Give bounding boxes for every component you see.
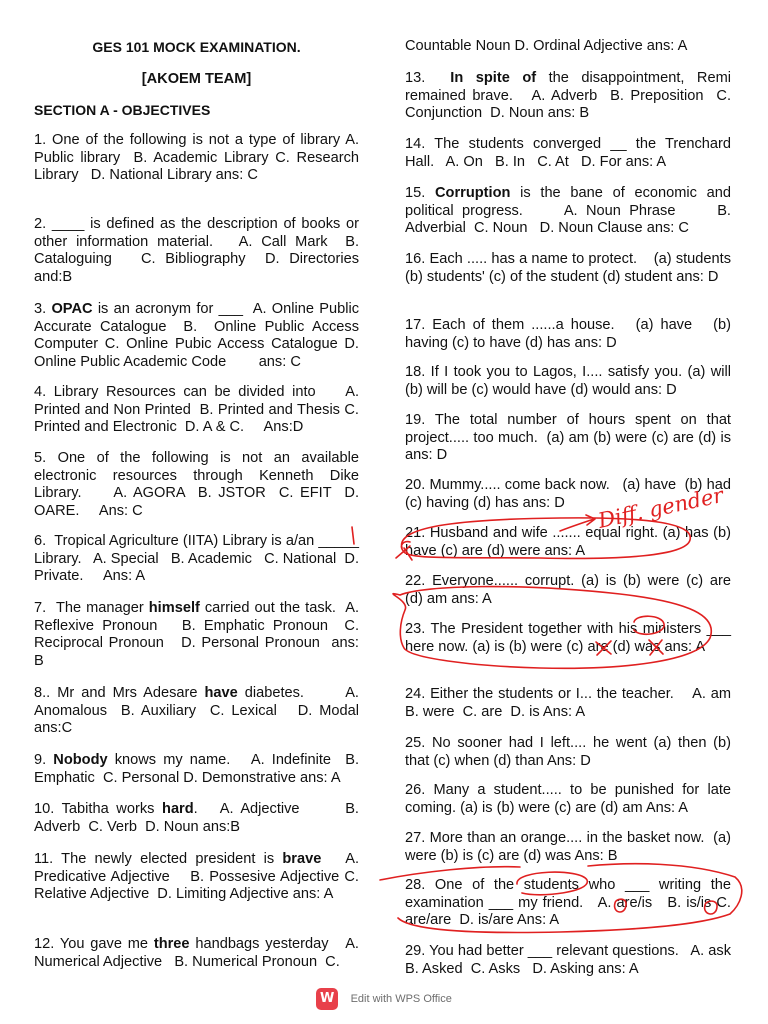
keyword: himself [148, 600, 200, 616]
question-25: 25. No sooner had I left.... he went (a) then (b) that (c) when (d) than Ans: D [405, 735, 736, 769]
exam-title: GES 101 MOCK EXAMINATION. [92, 39, 301, 55]
question-26: 26. Many a student..... to be punished for late coming. (a) is (b) were (c) are (d) am Ans: A [405, 782, 736, 816]
question-7: 7. The manager himself carried out the task. A. Reflexive Pronoun B. Emphatic Pronoun C. Reciprocal Pronoun D. Personal Pronoun ans: B [34, 600, 364, 670]
question-12: 12. You gave me three handbags yesterday A. Numerical Adjective B. Numerical Pronoun C. [34, 936, 364, 970]
handwritten-note: Diff. gender [596, 482, 726, 533]
wps-logo-icon[interactable]: W [316, 988, 338, 1010]
question-8: 8.. Mr and Mrs Adesare have diabetes. A. Anomalous B. Auxiliary C. Lexical D. Modal ans:C [34, 685, 364, 737]
question-16: 16. Each ..... has a name to protect. (a) students (b) students' (c) of the student (d) student ans: D [405, 251, 752, 285]
keyword: Nobody [53, 752, 108, 768]
question-6: 6. Tropical Agriculture (IITA) Library is a/an _____ Library. A. Special B. Academic C. National D. Private. Ans: A [34, 533, 364, 585]
question-13: 13. In spite of the disappointment, Remi remained brave. A. Adverb B. Preposition C. Conjunction D. Noun ans: B [405, 70, 736, 122]
question-1: 1. One of the following is not a type of library A. Public library B. Academic Library C. Research Library D. National Library ans: C [34, 132, 364, 184]
question-4: 4. Library Resources can be divided into A. Printed and Non Printed B. Printed and Thesis C. Printed and Electronic D. A & C. Ans:D [34, 384, 364, 436]
question-21: 21. Husband and wife ....... equal right. (a) has (b) have (c) are (d) were ans: A [405, 525, 736, 559]
question-23: 23. The President together with his ministers ___ here now. (a) is (b) were (c) are (d) was ans: A [405, 621, 736, 655]
question-20: 20. Mummy..... come back now. (a) have (b) had (c) having (d) has ans: D [405, 477, 736, 511]
keyword: brave [282, 851, 322, 867]
wps-footer[interactable] [0, 988, 768, 1012]
question-12-continued: Countable Noun D. Ordinal Adjective ans: A [405, 38, 688, 54]
team-name: [AKOEM TEAM] [141, 71, 252, 87]
keyword: have [204, 685, 238, 701]
keyword: hard [162, 801, 194, 817]
question-17: 17. Each of them ......a house. (a) have (b) having (c) to have (d) has ans: D [405, 317, 736, 351]
section-heading: SECTION A - OBJECTIVES [34, 102, 211, 118]
question-10: 10. Tabitha works hard. A. Adjective B. Adverb C. Verb D. Noun ans:B [34, 801, 363, 835]
question-5: 5. One of the following is not an available electronic resources through Kenneth Dike Library. A. AGORA B. JSTOR C. EFIT D. OARE. Ans: C [34, 450, 364, 520]
keyword: OPAC [51, 301, 93, 317]
wps-edit-link[interactable]: Edit with WPS Office [350, 993, 452, 1005]
question-15: 15. Corruption is the bane of economic and political progress. A. Noun Phrase B. Adverbial C. Noun D. Noun Clause ans: C [405, 185, 736, 237]
question-19: 19. The total number of hours spent on that project..... too much. (a) am (b) were (c) are (d) is ans: D [405, 412, 736, 464]
keyword: three [153, 936, 190, 952]
question-28: 28. One of the students who ___ writing the examination ___ my friend. A. are/is B. is/is C. are/are D. is/are Ans: A [405, 877, 736, 929]
question-24: 24. Either the students or I... the teacher. A. am B. were C. are D. is Ans: A [405, 686, 740, 720]
question-29: 29. You had better ___ relevant questions. A. ask B. Asked C. Asks D. Asking ans: A [405, 943, 740, 977]
question-22: 22. Everyone...... corrupt. (a) is (b) were (c) are (d) am ans: A [405, 573, 736, 607]
keyword: Corruption [435, 185, 511, 201]
question-18: 18. If I took you to Lagos, I.... satisfy you. (a) will (b) will be (c) would have (d) would ans: D [405, 364, 736, 398]
keyword: In spite of [450, 70, 537, 86]
question-11: 11. The newly elected president is brave A. Predicative Adjective B. Possesive Adjective C. Relative Adjective D. Limiting Adjective ans: A [34, 851, 364, 903]
question-2: 2. ____ is defined as the description of books or other information material. A. Call Mark B. Cataloguing C. Bibliography D. Directories and:B [34, 216, 364, 286]
question-3: 3. OPAC is an acronym for ___ A. Online Public Accurate Catalogue B. Online Public Access Computer C. Online Pubic Access Catalogue D. Online Public Academic Code ans: C [34, 301, 364, 371]
question-27: 27. More than an orange.... in the basket now. (a) were (b) is (c) are (d) was Ans: B [405, 830, 736, 864]
question-14: 14. The students converged __ the Trenchard Hall. A. On B. In C. At D. For ans: A [405, 136, 736, 170]
question-9: 9. Nobody knows my name. A. Indefinite B. Emphatic C. Personal D. Demonstrative ans: A [34, 752, 364, 786]
